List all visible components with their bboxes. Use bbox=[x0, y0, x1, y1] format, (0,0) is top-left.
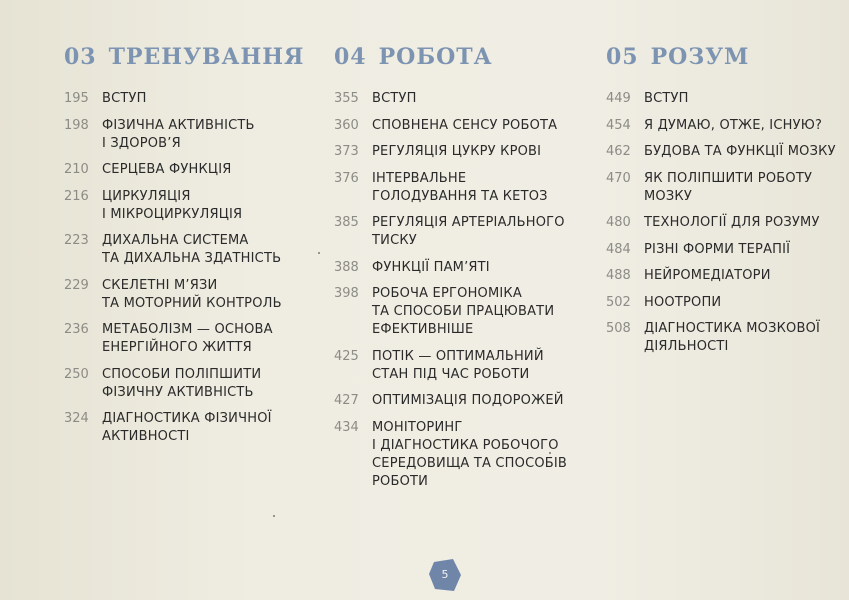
toc-entry[interactable] bbox=[606, 170, 846, 206]
toc-entry-page: 376 bbox=[334, 170, 359, 186]
toc-entry[interactable] bbox=[334, 214, 584, 250]
paper-speck bbox=[549, 452, 551, 454]
chapter-03-column bbox=[64, 44, 304, 455]
toc-entry[interactable] bbox=[64, 161, 304, 179]
chapter-number: 03 bbox=[64, 44, 97, 70]
page-number-badge bbox=[428, 558, 462, 592]
toc-entry[interactable] bbox=[606, 320, 846, 356]
toc-entry-title: ДИХАЛЬНА СИСТЕМА ТА ДИХАЛЬНА ЗДАТНІСТЬ bbox=[102, 233, 282, 266]
toc-entry-page: 250 bbox=[64, 366, 89, 382]
chapter-heading bbox=[606, 44, 846, 80]
toc-entry[interactable] bbox=[64, 232, 304, 268]
toc-entry-page: 508 bbox=[606, 321, 631, 336]
toc-entry-title: ДІАГНОСТИКА ФІЗИЧНОЇ АКТИВНОСТІ bbox=[102, 411, 272, 444]
toc-entry[interactable] bbox=[64, 277, 304, 313]
toc-entry-page: 470 bbox=[606, 170, 631, 186]
toc-entry-page: 210 bbox=[64, 162, 89, 177]
toc-entry-page: 449 bbox=[606, 91, 631, 106]
chapter-heading bbox=[334, 44, 584, 80]
page-number: 5 bbox=[441, 568, 449, 581]
toc-entry-title: ВСТУП bbox=[644, 91, 689, 106]
toc-entry-page: 229 bbox=[64, 277, 89, 293]
toc-entry[interactable] bbox=[606, 241, 846, 259]
toc-entry-title: ОПТИМІЗАЦІЯ ПОДОРОЖЕЙ bbox=[372, 393, 564, 408]
toc-entry-title: СКЕЛЕТНІ М’ЯЗИ ТА МОТОРНИЙ КОНТРОЛЬ bbox=[102, 277, 282, 311]
toc-entry-title: МОНІТОРИНГ І ДІАГНОСТИКА РОБОЧОГО СЕРЕДОВИЩА ТА СПОСОБІВ РОБОТИ bbox=[372, 419, 568, 489]
toc-entry-page: 360 bbox=[334, 117, 359, 133]
toc-entry-page: 434 bbox=[334, 419, 359, 435]
toc-entry-page: 502 bbox=[606, 294, 631, 310]
toc-entry[interactable] bbox=[606, 267, 846, 285]
toc-entry-page: 388 bbox=[334, 259, 359, 275]
toc-entry-page: 324 bbox=[64, 411, 89, 426]
paper-speck bbox=[273, 515, 275, 517]
toc-entry-page: 385 bbox=[334, 215, 359, 230]
toc-entry-page: 462 bbox=[606, 144, 631, 159]
toc-entry-page: 216 bbox=[64, 188, 89, 204]
toc-entry[interactable] bbox=[64, 410, 304, 446]
toc-entry-title: СЕРЦЕВА ФУНКЦІЯ bbox=[102, 162, 232, 177]
toc-entry-title: ДІАГНОСТИКА МОЗКОВОЇ ДІЯЛЬНОСТІ bbox=[644, 321, 821, 354]
toc-entry-title: Я ДУМАЮ, ОТЖЕ, ІСНУЮ? bbox=[644, 117, 823, 133]
toc-entry-page: 398 bbox=[334, 286, 359, 301]
toc-entry-page: 355 bbox=[334, 91, 359, 106]
toc-entry[interactable] bbox=[606, 214, 846, 232]
chapter-title: РОБОТА bbox=[378, 44, 493, 70]
chapter-05-column bbox=[606, 44, 846, 365]
toc-entry[interactable] bbox=[606, 117, 846, 135]
toc-entry[interactable] bbox=[334, 90, 584, 108]
toc-entry[interactable] bbox=[606, 143, 846, 161]
toc-entry[interactable] bbox=[64, 321, 304, 357]
toc-entry-title: НООТРОПИ bbox=[644, 294, 722, 310]
toc-entry-title: РЕГУЛЯЦІЯ ЦУКРУ КРОВІ bbox=[372, 144, 542, 159]
toc-entry-page: 488 bbox=[606, 268, 631, 283]
toc-entry-page: 454 bbox=[606, 117, 631, 133]
toc-entry-page: 198 bbox=[64, 117, 89, 133]
toc-entry[interactable] bbox=[334, 143, 584, 161]
chapter-title: ТРЕНУВАННЯ bbox=[108, 44, 305, 70]
toc-entry[interactable] bbox=[606, 294, 846, 312]
toc-entry-page: 236 bbox=[64, 322, 89, 337]
toc-entry-page: 480 bbox=[606, 215, 631, 230]
toc-entry[interactable] bbox=[334, 259, 584, 277]
toc-entry-page: 223 bbox=[64, 233, 89, 248]
toc-list bbox=[606, 90, 846, 356]
toc-entry[interactable] bbox=[334, 419, 584, 491]
toc-entry-title: НЕЙРОМЕДІАТОРИ bbox=[644, 268, 771, 283]
toc-entry[interactable] bbox=[334, 348, 584, 384]
chapter-number: 05 bbox=[606, 44, 639, 70]
toc-entry-title: ПОТІК — ОПТИМАЛЬНИЙ СТАН ПІД ЧАС РОБОТИ bbox=[372, 348, 544, 382]
toc-entry-title: РЕГУЛЯЦІЯ АРТЕРІАЛЬНОГО ТИСКУ bbox=[372, 215, 565, 248]
toc-entry-title: ВСТУП bbox=[372, 91, 417, 106]
toc-entry[interactable] bbox=[334, 170, 584, 206]
toc-entry-title: ВСТУП bbox=[102, 91, 147, 106]
toc-entry-title: СПОВНЕНА СЕНСУ РОБОТА bbox=[372, 117, 558, 133]
toc-entry-title: СПОСОБИ ПОЛІПШИТИ ФІЗИЧНУ АКТИВНІСТЬ bbox=[102, 366, 262, 400]
toc-entry[interactable] bbox=[64, 117, 304, 153]
toc-entry-title: ФІЗИЧНА АКТИВНІСТЬ І ЗДОРОВ’Я bbox=[102, 117, 255, 151]
toc-entry[interactable] bbox=[64, 188, 304, 224]
toc-entry-page: 484 bbox=[606, 241, 631, 257]
toc-entry[interactable] bbox=[606, 90, 846, 108]
toc-entry[interactable] bbox=[64, 366, 304, 402]
chapter-heading bbox=[64, 44, 304, 80]
toc-entry-page: 373 bbox=[334, 144, 359, 159]
toc-entry-title: РІЗНІ ФОРМИ ТЕРАПІЇ bbox=[644, 241, 791, 257]
toc-entry-title: МЕТАБОЛІЗМ — ОСНОВА ЕНЕРГІЙНОГО ЖИТТЯ bbox=[102, 322, 273, 355]
toc-entry[interactable] bbox=[334, 117, 584, 135]
toc-entry-title: ЯК ПОЛІПШИТИ РОБОТУ МОЗКУ bbox=[644, 170, 813, 204]
chapter-number: 04 bbox=[334, 44, 367, 70]
toc-entry-title: РОБОЧА ЕРГОНОМІКА ТА СПОСОБИ ПРАЦЮВАТИ ЕФЕКТИВНІШЕ bbox=[372, 286, 555, 337]
toc-list bbox=[64, 90, 304, 446]
chapter-title: РОЗУМ bbox=[650, 44, 750, 70]
paper-speck bbox=[318, 252, 320, 254]
chapter-04-column bbox=[334, 44, 584, 499]
toc-entry-page: 425 bbox=[334, 348, 359, 364]
toc-entry-title: БУДОВА ТА ФУНКЦІЇ МОЗКУ bbox=[644, 144, 836, 159]
toc-entry-page: 427 bbox=[334, 393, 359, 408]
toc-entry[interactable] bbox=[334, 392, 584, 410]
toc-entry-title: ФУНКЦІЇ ПАМ’ЯТІ bbox=[372, 259, 490, 275]
toc-entry-title: ЦИРКУЛЯЦІЯ І МІКРОЦИРКУЛЯЦІЯ bbox=[102, 188, 243, 222]
toc-entry-page: 195 bbox=[64, 91, 89, 106]
toc-entry-title: ІНТЕРВАЛЬНЕ ГОЛОДУВАННЯ ТА КЕТОЗ bbox=[372, 170, 548, 204]
toc-entry-title: ТЕХНОЛОГІЇ ДЛЯ РОЗУМУ bbox=[644, 215, 820, 230]
toc-list bbox=[334, 90, 584, 491]
toc-entry[interactable] bbox=[334, 285, 584, 339]
toc-entry[interactable] bbox=[64, 90, 304, 108]
